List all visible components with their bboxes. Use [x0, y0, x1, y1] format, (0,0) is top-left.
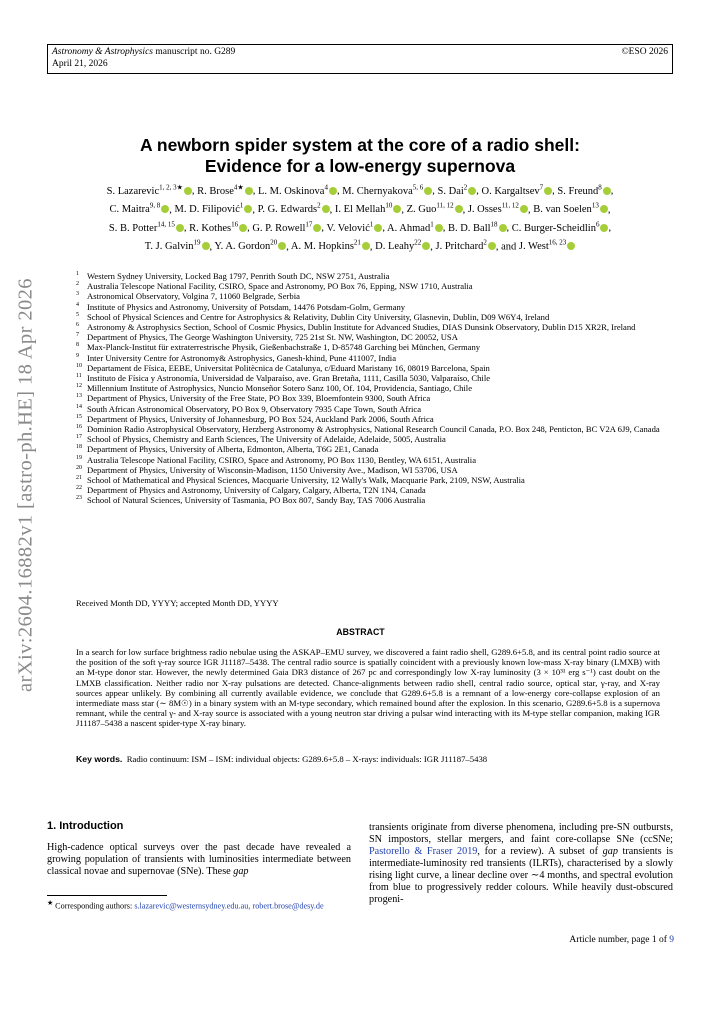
author [435, 238, 496, 252]
author-line: C. Maitra$^{9, 8}$ , M. D. Filipović$^1$ , P. G. Edwards$^2$ , I. El Mellah$^{10}$ , Z. Guo$^{11, 12}$ , J. Osses$^{11, 12}$ , B. van Soelen$^{13}$ , [109, 201, 611, 215]
author-affiliation-marks: 20 [270, 238, 278, 247]
affiliation-text: South African Astronomical Observatory, PO Box 9, Observatory 7935 Cape Town, South Africa [87, 403, 422, 414]
affiliation-text: Astronomical Observatory, Volgina 7, 11060 Belgrade, Serbia [87, 291, 300, 302]
affiliation-text: Department of Physics, University of Johannesburg, PO Box 524, Auckland Park 2006, South Africa [87, 413, 434, 424]
author-affiliation-marks: 19 [193, 238, 201, 247]
affiliation-text: Millennium Institute of Astrophysics, Nuncio Monseñor Sotero Sanz 100, Of. 104, Providencia, Santiago, Chile [87, 383, 473, 394]
italic-term: gap [602, 846, 618, 857]
author-affiliation-marks: 18 [490, 220, 498, 228]
affiliation-text: Australia Telescope National Facility, CSIRO, Space and Astronomy, PO Box 1130, Bentley, WA 6151, Australia [87, 454, 477, 465]
author-name: S. Dai [437, 185, 464, 197]
affiliation [76, 291, 662, 301]
intro-text: transients is intermediate-luminosity red transients (ILRTs), characterised by a slowly rising light curve, a linear decline over ∼4 months, and spectral evolution from blue to progressively redder colours. While heavily dust-obscured progeni- [369, 846, 674, 905]
affiliation-number: 11 [76, 373, 82, 380]
affiliation [76, 465, 662, 475]
author [189, 220, 247, 234]
affiliation [76, 485, 662, 495]
orcid-icon[interactable] [239, 224, 247, 232]
page-total-link[interactable]: 9 [669, 935, 674, 945]
manuscript-number: manuscript no. G289 [155, 47, 236, 57]
author-affiliation-marks: 16, 23 [548, 238, 567, 247]
arxiv-id: arXiv:2604.16882v1 [astro-ph.HE] 18 Apr 2026 [14, 278, 37, 692]
affiliation [76, 281, 662, 291]
affiliation-number: 7 [76, 332, 79, 339]
affiliation [76, 434, 662, 444]
author [174, 201, 253, 215]
author-affiliation-marks: 11, 12 [436, 201, 454, 210]
author [447, 220, 507, 234]
author [334, 201, 401, 215]
affiliation-number: 20 [76, 464, 82, 471]
affiliation-text: Instituto de Física y Astronomía, Universidad de Valparaíso, ave. Gran Bretaña, 1111, Casilla 5030, Valparaíso, Chile [87, 373, 491, 384]
affiliation [76, 424, 662, 434]
author [326, 220, 382, 234]
footnote-marker: ★ [47, 900, 54, 907]
affiliation [76, 475, 662, 485]
author-name: C. Burger-Scheidlin [511, 222, 596, 234]
author-affiliation-marks: 13 [591, 201, 599, 210]
affiliation [76, 312, 662, 322]
affiliation-text: Department of Physics, University of Alberta, Edmonton, Alberta, T6G 2E1, Canada [87, 444, 379, 455]
affiliation-text: School of Physics, Chemistry and Earth Sciences, The University of Adelaide, Adelaide, 5005, Australia [87, 434, 446, 445]
abstract-heading: ABSTRACT [336, 627, 385, 637]
author [518, 238, 575, 252]
affiliation-text: Department of Physics, University of Wisconsin-Madison, 1150 University Ave., Madison, WI 53706, USA [87, 464, 458, 475]
author-affiliation-marks: 16 [231, 220, 239, 228]
author-name: J. West [518, 241, 549, 252]
author-affiliation-marks: 1 [430, 220, 434, 228]
affiliation [76, 302, 662, 312]
author [106, 183, 192, 197]
affiliation-text: Departament de Física, EEBE, Universitat Politècnica de Catalunya, c/Eduard Maristany 16, 08019 Barcelona, Spain [87, 362, 490, 373]
author-name: P. G. Edwards [257, 204, 318, 215]
author-affiliation-marks: 8 [598, 183, 602, 191]
orcid-icon[interactable] [322, 205, 330, 213]
author-name: R. Brose [197, 185, 234, 197]
author [108, 220, 184, 234]
author-line: T. J. Galvin$^{19}$ , Y. A. Gordon$^{20}$ , A. M. Hopkins$^{21}$ , D. Leahy$^{22}$ , J. Pritchard$^2$ , and J. West$^{16, 23}$ [48, 236, 672, 255]
intro-column-right [369, 822, 673, 906]
orcid-icon[interactable] [202, 242, 210, 250]
affiliation-text: School of Mathematical and Physical Sciences, Macquarie University, 12 Wally's Walk, Macquarie Park, 2109, NSW, Australia [87, 475, 525, 486]
affiliation-number: 15 [76, 413, 82, 420]
author [511, 220, 609, 234]
orcid-icon[interactable] [455, 205, 463, 213]
affiliation-text: Max-Planck-Institut für extraterrestrische Physik, Gießenbachstraße 1, D-85748 Garching bei München, Germany [87, 342, 481, 353]
keywords-text: Radio continuum: ISM – ISM: individual objects: G289.6+5.8 – X-rays: individuals: IGR J11187–5438 [126, 754, 488, 764]
title-line: A newborn spider system at the core of a radio shell: [140, 135, 580, 155]
affiliation [76, 404, 662, 414]
affiliation [76, 322, 662, 332]
orcid-icon[interactable] [245, 187, 253, 195]
author-name: M. Chernyakova [342, 185, 413, 197]
affiliation [76, 393, 662, 403]
journal-name: Astronomy & Astrophysics [52, 47, 153, 57]
affiliation [76, 271, 662, 281]
author-name: G. P. Rowell [252, 222, 306, 234]
italic-term: gap [233, 866, 249, 877]
author-name: J. Pritchard [435, 241, 484, 252]
section-heading: 1. Introduction [47, 820, 124, 832]
author-affiliation-marks: 17 [305, 220, 313, 228]
author [387, 220, 443, 234]
footnote-emails[interactable]: s.lazarevic@westernsydney.edu.au, robert.brose@desy.de [134, 901, 324, 911]
author-affiliation-marks: 22 [414, 238, 422, 247]
author-affiliation-marks: 4 [324, 183, 328, 191]
author [257, 183, 337, 197]
author-name: S. B. Potter [108, 222, 158, 234]
affiliation-number: 4 [76, 301, 79, 308]
author-line: S. B. Potter$^{14, 15}$ , R. Kothes$^{16}$ , G. P. Rowell$^{17}$ , V. Velović$^1$ , A. Ahmad$^1$ , B. D. Ball$^{18}$ , C. Burger-Scheidlin$^6$ , [108, 220, 612, 234]
author-name: A. Ahmad [387, 222, 431, 234]
received-dates: Received Month DD, YYYY; accepted Month DD, YYYY [76, 598, 279, 608]
orcid-icon[interactable] [362, 242, 370, 250]
affiliation [76, 414, 662, 424]
citation-link[interactable]: Pastorello & Fraser 2019 [369, 846, 478, 857]
author [467, 201, 528, 215]
affiliation [76, 353, 662, 363]
author [144, 238, 210, 252]
intro-column-left [47, 842, 351, 878]
author-name: D. Leahy [375, 241, 415, 252]
affiliation-number: 17 [76, 434, 82, 441]
author-affiliation-marks: 1 [369, 220, 374, 228]
author-name: L. M. Oskinova [257, 185, 325, 197]
author-affiliation-marks: 2 [317, 201, 321, 210]
page-number [569, 935, 674, 945]
author-name: B. van Soelen [533, 204, 592, 215]
author-affiliation-marks: 5, 6 [412, 183, 424, 191]
author-name: T. J. Galvin [144, 241, 194, 252]
orcid-icon[interactable] [603, 187, 611, 195]
footnote-label: Corresponding authors: [55, 901, 133, 911]
author-affiliation-marks: 1 [239, 201, 244, 210]
copyright-notice: ©ESO 2026 [621, 47, 668, 57]
author-line: S. Lazarevic$^{1, 2, 3★}$ , R. Brose$^{4★}$ , L. M. Oskinova$^4$ , M. Chernyakova$^{5, 6}$ , S. Dai$^2$ , O. Kargaltsev$^7$ , S. Freund$^8$ , [106, 183, 614, 197]
author-name: C. Maitra [109, 204, 150, 215]
affiliation [76, 373, 662, 383]
author-affiliation-marks: 14, 15 [157, 220, 175, 228]
author [109, 201, 170, 215]
affiliation-text: Astronomy & Astrophysics Section, School of Cosmic Physics, Dublin Institute for Advanced Studies, DIAS Dunsink Observatory, Dublin D15 XR2R, Ireland [87, 322, 636, 333]
affiliation-number: 16 [76, 424, 82, 431]
affiliation-text: School of Physical Sciences and Centre for Astrophysics & Relativity, Dublin City University, Glasnevin, Dublin, D09 W6Y4, Ireland [87, 311, 550, 322]
author-affiliation-marks: 2 [483, 238, 487, 247]
affiliation-number: 13 [76, 393, 82, 400]
author [406, 201, 463, 215]
author-name: R. Kothes [189, 222, 232, 234]
affiliation-number: 2 [76, 281, 79, 288]
affiliation [76, 444, 662, 454]
affiliation-number: 1 [76, 271, 79, 277]
affiliation-number: 3 [76, 291, 79, 298]
abstract-text: In a search for low surface brightness radio nebulae using the ASKAP–EMU survey, we discovered a faint radio shell, G289.6+5.8, and its central point radio source at the position of the soft γ-ray source IGR J11187–5438. The central radio source is spatially coincident with a previously known low-mass X-ray binary (LMXB) with an M-type donor star. However, the newly determined Gaia DR3 distance of 267 pc and correspondingly low X-ray luminosity (3 × 10³¹ erg s⁻¹) cast doubt on the LMXB classification. Neither radio nor X-ray pulsations are detected. Chance-alignments between radio shell, central radio source, optical star, γ-ray, and X-ray sources appear unlikely. By combining all currently available evidence, we conclude that G289.6+5.8 is a remnant of a low-energy core-collapse explosion of an intermediate mass star (∼ 8M☉) in a binary system with an M-type secondary, which remained bound after the explosion. In this scenario, G289.6+5.8 is a supernova remnant, while the central γ- and X-ray source is associated with a young neutron star driving a pulsar wind interacting with its M-type stellar companion, making IGR J11187–5438 a nascent spider-type X-ray binary. [76, 647, 660, 729]
orcid-icon[interactable] [184, 187, 192, 195]
author-name: V. Velović [326, 222, 370, 234]
author-name: Y. A. Gordon [214, 241, 271, 252]
orcid-icon[interactable] [488, 242, 496, 250]
affiliation-number: 9 [76, 352, 79, 359]
affiliation-number: 8 [76, 342, 79, 349]
running-header [47, 44, 673, 74]
author-affiliation-marks: 11, 12 [501, 201, 519, 210]
affiliation [76, 342, 662, 352]
affiliation [76, 495, 662, 505]
affiliation-number: 22 [76, 485, 82, 492]
affiliation-text: Inter University Centre for Astronomy& Astrophysics, Ganesh-khind, Pune 411007, India [87, 352, 397, 363]
author-name: S. Freund [557, 185, 599, 197]
author [197, 183, 253, 197]
affiliation-number: 21 [76, 475, 82, 482]
author-name: Z. Guo [406, 204, 437, 215]
author-name: S. Lazarevic [106, 185, 160, 197]
affiliation-number: 14 [76, 403, 82, 410]
affiliation-number: 19 [76, 454, 82, 461]
author-affiliation-marks: 2 [463, 183, 468, 191]
affiliation-number: 6 [76, 322, 79, 329]
author [481, 183, 553, 197]
affiliation-text: Australia Telescope National Facility, CSIRO, Space and Astronomy, PO Box 76, Epping, NSW 1710, Australia [87, 281, 473, 292]
header-date: April 21, 2026 [52, 59, 108, 69]
affiliation-text: School of Natural Sciences, University of Tasmania, PO Box 807, Sandy Bay, TAS 7006 Australia [87, 495, 426, 506]
keywords [76, 754, 660, 764]
affiliation-text: Institute of Physics and Astronomy, University of Potsdam, 14476 Potsdam-Golm, Germany [87, 301, 406, 312]
affiliation [76, 383, 662, 393]
affiliation-number: 10 [76, 362, 82, 369]
author-affiliation-marks: 9, 8 [149, 201, 161, 210]
orcid-icon[interactable] [329, 187, 337, 195]
affiliation-number: 5 [76, 311, 79, 318]
author-affiliation-marks: 7 [539, 183, 544, 191]
author-affiliation-marks: 1, 2, 3★ [159, 183, 183, 191]
intro-text: , for a review). A subset of [477, 846, 598, 857]
keywords-label: Key words. [76, 754, 123, 764]
author [437, 183, 477, 197]
author [533, 201, 608, 215]
author-list [48, 180, 672, 254]
affiliation-number: 23 [76, 495, 82, 502]
affiliation-text: Department of Physics, University of the Free State, PO Box 339, Bloemfontein 9300, South Africa [87, 393, 431, 404]
author-affiliation-marks: 10 [385, 201, 393, 210]
affiliation-text: Department of Physics and Astronomy, University of Calgary, Calgary, Alberta, T2N 1N4, Canada [87, 485, 426, 496]
title-line: Evidence for a low-energy supernova [204, 156, 516, 176]
orcid-icon[interactable] [600, 205, 608, 213]
author [257, 201, 330, 215]
author [290, 238, 370, 252]
author-name: I. El Mellah [334, 204, 386, 215]
author-name: B. D. Ball [447, 222, 491, 234]
affiliation [76, 363, 662, 373]
orcid-icon[interactable] [520, 205, 528, 213]
intro-text: transients originate from diverse phenomena, including pre-SN outbursts, SN impostors, stellar mergers, and faint core-collapse SNe (ccSNe; [369, 822, 673, 845]
footnote [47, 899, 351, 912]
author-affiliation-marks: 21 [353, 238, 361, 247]
affiliation-text: Department of Physics, The George Washington University, 725 21st St. NW, Washington, DC 20052, USA [87, 332, 458, 343]
orcid-icon[interactable] [176, 224, 184, 232]
author-name: J. Osses [467, 204, 502, 215]
intro-text: High-cadence optical surveys over the past decade have revealed a growing population of transients with luminosities intermediate between classical novae and supernovae (SNe). These [47, 842, 351, 877]
author [375, 238, 430, 252]
page-label: Article number, page 1 of [569, 935, 667, 945]
author-affiliation-marks: 4★ [233, 183, 244, 191]
author [252, 220, 321, 234]
orcid-icon[interactable] [544, 187, 552, 195]
author-affiliation-marks: 6 [595, 220, 600, 228]
author [342, 183, 432, 197]
orcid-icon[interactable] [435, 224, 443, 232]
affiliation-text: Dominion Radio Astrophysical Observatory, Herzberg Astronomy & Astrophysics, National Research Council Canada, P.O. Box 248, Penticton, BC V2A 6J9, Canada [87, 424, 660, 435]
affiliation-number: 18 [76, 444, 82, 451]
orcid-icon[interactable] [499, 224, 507, 232]
author [214, 238, 286, 252]
author-name: O. Kargaltsev [481, 185, 540, 197]
affiliation [76, 332, 662, 342]
affiliation-text: Western Sydney University, Locked Bag 1797, Penrith South DC, NSW 2751, Australia [87, 271, 390, 281]
author [557, 183, 610, 197]
author-name: M. D. Filipović [174, 204, 240, 215]
author-name: A. M. Hopkins [290, 241, 354, 252]
affiliation-list [76, 271, 662, 506]
affiliation [76, 455, 662, 465]
orcid-icon[interactable] [567, 242, 575, 250]
affiliation-number: 12 [76, 383, 82, 390]
footnote-rule [47, 895, 167, 896]
paper-title [60, 135, 660, 177]
